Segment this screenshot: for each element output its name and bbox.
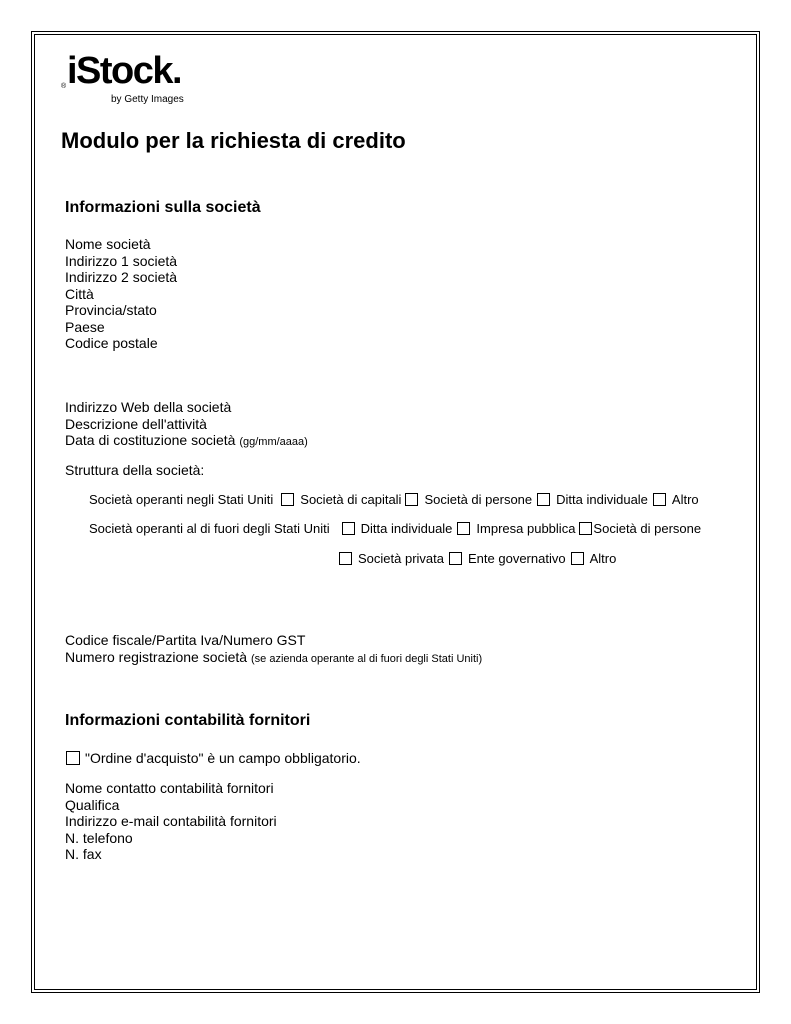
checkbox-nonus-persone[interactable] <box>579 522 592 535</box>
option-label-capitali: Società di capitali <box>300 492 402 507</box>
founding-date-hint: (gg/mm/aaaa) <box>239 436 308 448</box>
field-label-founding-date <box>65 432 308 451</box>
registration-hint: (se azienda operante al di fuori degli Stati Uniti) <box>250 652 483 665</box>
registration-text: Numero registrazione società <box>65 648 248 665</box>
company-section-heading: Informazioni sulla società <box>65 199 261 216</box>
ap-section-heading: Informazioni contabilità fornitori <box>65 712 311 729</box>
option-label-nonus-ditta: Ditta individuale <box>360 521 453 536</box>
non-us-structure-row <box>89 521 701 537</box>
logo-registered-mark: ® <box>61 83 67 90</box>
logo-tagline: by Getty Images <box>111 94 184 105</box>
field-label-address-1: Indirizzo 1 società <box>65 252 178 269</box>
field-label-website: Indirizzo Web della società <box>65 399 232 415</box>
field-label-ap-email: Indirizzo e-mail contabilità fornitori <box>65 813 277 829</box>
company-field-list <box>65 236 177 352</box>
option-label-persone: Società di persone <box>424 492 533 507</box>
field-label-country: Paese <box>65 318 105 335</box>
checkbox-po-required[interactable] <box>66 751 80 765</box>
option-label-altro: Altro <box>671 492 699 507</box>
option-label-nonus-governativo: Ente governativo <box>468 551 566 566</box>
checkbox-nonus-altro[interactable] <box>571 552 584 565</box>
page-title: Modulo per la richiesta di credito <box>61 128 406 153</box>
field-label-tax-id: Codice fiscale/Partita Iva/Numero GST <box>65 632 306 648</box>
po-required-row <box>66 750 361 767</box>
non-us-row-label: Società operanti al di fuori degli Stati Uniti <box>89 521 330 536</box>
us-structure-row <box>89 492 699 508</box>
checkbox-us-persone[interactable] <box>405 493 418 506</box>
checkbox-nonus-pubblica[interactable] <box>457 522 470 535</box>
istock-logo: iStock. <box>67 50 182 92</box>
field-label-company-name: Nome società <box>65 236 151 252</box>
option-label-nonus-pubblica: Impresa pubblica <box>476 521 576 536</box>
field-label-registration <box>65 649 482 668</box>
field-label-postal-code: Codice postale <box>65 335 158 351</box>
founding-date-text: Data di costituzione società <box>65 432 236 448</box>
field-label-address-2: Indirizzo 2 società <box>65 269 178 285</box>
checkbox-us-capitali[interactable] <box>281 493 294 506</box>
po-required-label: "Ordine d'acquisto" è un campo obbligatorio. <box>85 750 361 766</box>
checkbox-us-ditta[interactable] <box>537 493 550 506</box>
checkbox-nonus-ditta[interactable] <box>342 522 355 535</box>
option-label-nonus-privata: Società privata <box>358 551 444 566</box>
us-row-label: Società operanti negli Stati Uniti <box>89 492 274 507</box>
tax-fields <box>65 632 482 667</box>
checkbox-us-altro[interactable] <box>653 493 666 506</box>
checkbox-nonus-governativo[interactable] <box>449 552 462 565</box>
structure-label: Struttura della società: <box>65 462 205 478</box>
field-label-ap-contact: Nome contatto contabilità fornitori <box>65 780 274 796</box>
field-label-ap-title: Qualifica <box>65 796 120 813</box>
field-label-city: Città <box>65 285 94 302</box>
field-label-ap-fax: N. fax <box>65 846 102 862</box>
option-label-nonus-altro: Altro <box>589 551 617 566</box>
field-label-activity: Descrizione dell'attività <box>65 415 207 432</box>
option-label-ditta: Ditta individuale <box>556 492 648 507</box>
field-label-province: Provincia/stato <box>65 302 157 318</box>
company-web-fields <box>65 399 308 451</box>
field-label-ap-phone: N. telefono <box>65 829 133 846</box>
option-label-nonus-persone: Società di persone <box>593 521 702 536</box>
non-us-structure-row-2 <box>339 551 616 567</box>
ap-field-list <box>65 780 277 863</box>
checkbox-nonus-privata[interactable] <box>339 552 352 565</box>
